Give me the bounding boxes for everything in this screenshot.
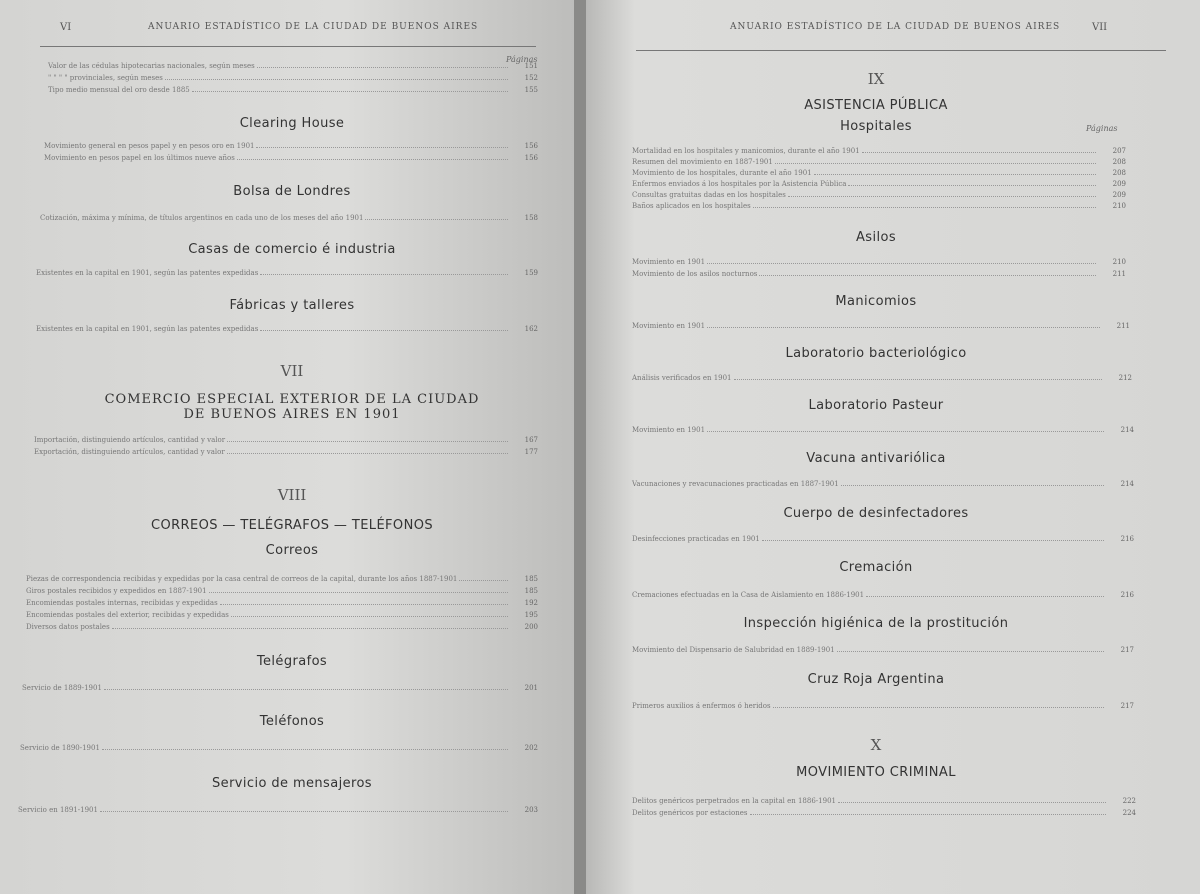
- section-heading-bolsa: Bolsa de Londres: [233, 184, 351, 199]
- toc-entry: Servicio de 1889-1901 201: [22, 684, 538, 692]
- page-number: VI: [60, 22, 72, 33]
- paginas-label: Páginas: [1086, 124, 1118, 133]
- toc-entry: Desinfecciones practicadas en 1901 216: [632, 535, 1134, 543]
- section-heading-bacteriologico: Laboratorio bacteriológico: [785, 346, 967, 361]
- section-heading-cruz-roja: Cruz Roja Argentina: [807, 672, 945, 687]
- paginas-label: Páginas: [506, 55, 538, 64]
- running-head: ANUARIO ESTADÍSTICO DE LA CIUDAD DE BUENOS AIRES: [730, 22, 1061, 32]
- right-page: [586, 0, 1200, 894]
- toc-entry: Giros postales recibidos y expedidos en 1887-1901 185: [26, 587, 538, 595]
- section-heading-vacuna: Vacuna antivariólica: [806, 451, 946, 466]
- toc-entry: Movimiento en 1901 214: [632, 426, 1134, 434]
- section-heading-correos: Correos: [265, 543, 319, 558]
- toc-entry: Resumen del movimiento en 1887-1901 208: [632, 158, 1126, 166]
- chapter-title: MOVIMIENTO CRIMINAL: [796, 765, 956, 780]
- toc-entry: Movimiento en pesos papel en los últimos nueve años 156: [44, 154, 538, 162]
- section-heading-manicomios: Manicomios: [835, 294, 917, 309]
- toc-entry: Mortalidad en los hospitales y manicomios, durante el año 1901 207: [632, 147, 1126, 155]
- chapter-roman: VIII: [277, 486, 307, 504]
- book-gutter: [574, 0, 586, 894]
- chapter-roman: VII: [280, 362, 304, 380]
- left-page: [0, 0, 574, 894]
- section-heading-telefonos: Teléfonos: [259, 714, 325, 729]
- page-number: VII: [1092, 22, 1108, 33]
- chapter-title: COMERCIO ESPECIAL EXTERIOR DE LA CIUDAD DE BUENOS AIRES EN 1901: [104, 392, 480, 422]
- toc-entry: Baños aplicados en los hospitales 210: [632, 202, 1126, 210]
- toc-entry: Servicio en 1891-1901 203: [18, 806, 538, 814]
- section-heading-mensajeros: Servicio de mensajeros: [212, 776, 372, 791]
- section-heading-cremacion: Cremación: [839, 560, 913, 575]
- toc-entry: Delitos genéricos perpetrados en la capital en 1886-1901 222: [632, 797, 1136, 805]
- section-heading-pasteur: Laboratorio Pasteur: [808, 398, 944, 413]
- toc-entry: Existentes en la capital en 1901, según las patentes expedidas 159: [36, 269, 538, 277]
- chapter-roman: IX: [867, 70, 885, 88]
- toc-entry: Enfermos enviados á los hospitales por la Asistencia Pública 209: [632, 180, 1126, 188]
- toc-entry: Movimiento del Dispensario de Salubridad en 1889-1901 217: [632, 646, 1134, 654]
- toc-entry: Cremaciones efectuadas en la Casa de Aislamiento en 1886-1901 216: [632, 591, 1134, 599]
- section-heading-casas: Casas de comercio é industria: [188, 242, 396, 257]
- header-rule: [40, 46, 536, 47]
- toc-entry: Movimiento de los asilos nocturnos 211: [632, 270, 1126, 278]
- toc-entry: Movimiento en 1901 210: [632, 258, 1126, 266]
- chapter-title: CORREOS — TELÉGRAFOS — TELÉFONOS: [151, 518, 433, 533]
- toc-entry: Cotización, máxima y mínima, de títulos argentinos en cada uno de los meses del año 1901 158: [40, 214, 538, 222]
- section-heading-hospitales: Hospitales: [840, 119, 912, 134]
- section-heading-telegrafos: Telégrafos: [256, 654, 328, 669]
- section-heading-asilos: Asilos: [855, 230, 897, 245]
- toc-entry: Servicio de 1890-1901 202: [20, 744, 538, 752]
- toc-entry: Movimiento general en pesos papel y en pesos oro en 1901 156: [44, 142, 538, 150]
- toc-entry: Primeros auxilios á enfermos ó heridos 217: [632, 702, 1134, 710]
- toc-entry: Análisis verificados en 1901 212: [632, 374, 1132, 382]
- toc-entry: Piezas de correspondencia recibidas y expedidas por la casa central de correos de la capital, durante los años 1887-1901 185: [26, 575, 538, 583]
- toc-entry: Importación, distinguiendo artículos, cantidad y valor 167: [34, 436, 538, 444]
- running-head: ANUARIO ESTADÍSTICO DE LA CIUDAD DE BUENOS AIRES: [148, 22, 479, 32]
- chapter-title: ASISTENCIA PÚBLICA: [804, 98, 948, 113]
- toc-entry: Vacunaciones y revacunaciones practicadas en 1887-1901 214: [632, 480, 1134, 488]
- toc-entry: Existentes en la capital en 1901, según las patentes expedidas 162: [36, 325, 538, 333]
- toc-entry: Delitos genéricos por estaciones 224: [632, 809, 1136, 817]
- toc-entry: Encomiendas postales del exterior, recibidas y expedidas 195: [26, 611, 538, 619]
- toc-entry: Exportación, distinguiendo artículos, cantidad y valor 177: [34, 448, 538, 456]
- toc-entry: Diversos datos postales 200: [26, 623, 538, 631]
- header-rule: [636, 50, 1166, 51]
- chapter-roman: X: [870, 736, 882, 754]
- section-heading-desinfectadores: Cuerpo de desinfectadores: [783, 506, 969, 521]
- toc-entry: Consultas gratuitas dadas en los hospitales 209: [632, 191, 1126, 199]
- section-heading-fabricas: Fábricas y talleres: [229, 298, 355, 313]
- section-heading-clearing: Clearing House: [239, 116, 345, 131]
- toc-entry: Encomiendas postales internas, recibidas y expedidas 192: [26, 599, 538, 607]
- toc-entry: Tipo medio mensual del oro desde 1885 155: [48, 86, 538, 94]
- section-heading-inspeccion: Inspección higiénica de la prostitución: [743, 616, 1009, 631]
- toc-entry: Valor de las cédulas hipotecarias nacionales, según meses 151: [48, 62, 538, 70]
- toc-entry: Movimiento en 1901 211: [632, 322, 1130, 330]
- toc-entry: Movimiento de los hospitales, durante el año 1901 208: [632, 169, 1126, 177]
- toc-entry: " " " " provinciales, según meses 152: [48, 74, 538, 82]
